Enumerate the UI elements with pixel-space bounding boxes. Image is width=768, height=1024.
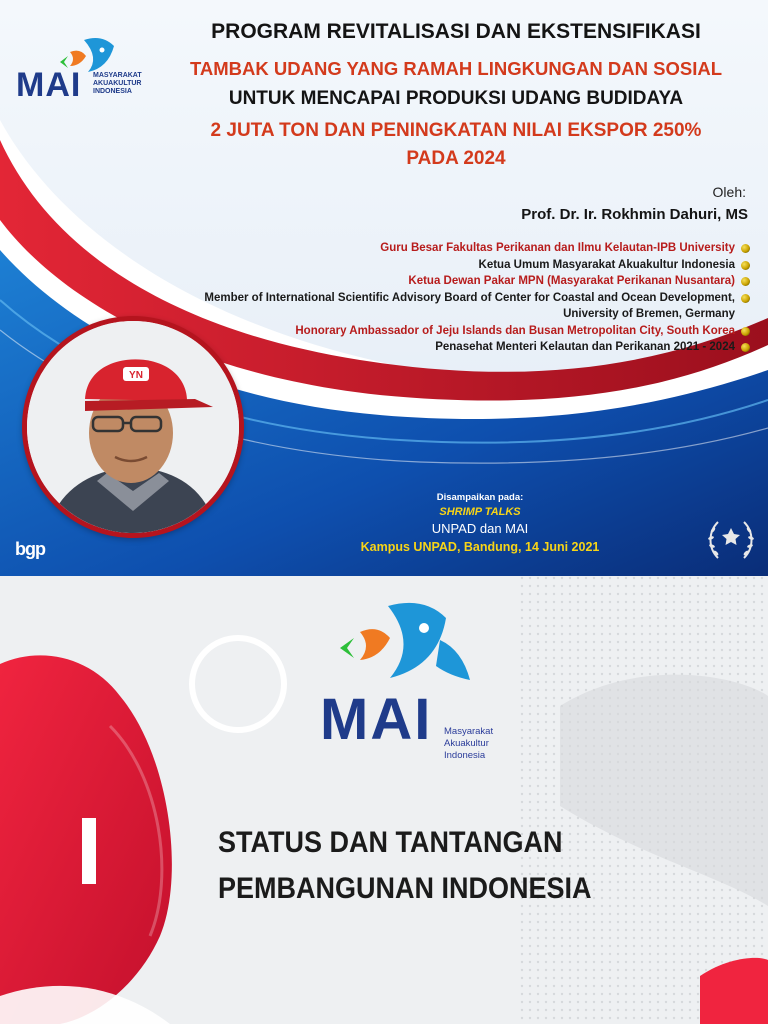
credential-item: Penasehat Menteri Kelautan dan Perikanan 2021 - 2024 [190,339,750,356]
bullet-icon [741,277,750,286]
laurel-wreath-icon [704,514,758,568]
mai-big-logo-icon [330,596,500,696]
bullet-icon [741,294,750,303]
credential-item: Ketua Umum Masyarakat Akuakultur Indonesia [190,257,750,274]
by-label: Oleh: [712,184,746,200]
credential-item: Honorary Ambassador of Jeju Islands dan Busan Metropolitan City, South Korea [190,323,750,340]
mai-big-subtitle: Masyarakat Akuakultur Indonesia [444,726,494,761]
bgp-logo: bgp [15,539,45,559]
title-line-3: UNTUK MENCAPAI PRODUKSI UDANG BUDIDAYA [228,88,684,109]
bullet-icon [741,327,750,336]
title-line-2: TAMBAK UDANG YANG RAMAH LINGKUNGAN DAN SOSIAL [189,58,723,79]
author-name: Prof. Dr. Ir. Rokhmin Dahuri, MS [521,206,748,223]
section-number-bar [82,818,96,884]
venue-date: Kampus UNPAD, Bandung, 14 Juni 2021 [360,540,600,554]
bullet-icon [741,261,750,270]
event-name: SHRIMP TALKS [439,506,521,518]
speaker-portrait-icon [27,321,239,533]
mai-logo-subtitle: MASYARAKAT AKUAKULTUR INDONESIA [93,72,142,95]
title-line-5: PADA 2024 [406,148,506,169]
title-line-1: PROGRAM REVITALISASI DAN EKSTENSIFIKASI [211,20,701,43]
credential-item: Guru Besar Fakultas Perikanan dan Ilmu Kelautan-IPB University [190,240,750,257]
organizers: UNPAD dan MAI [431,521,529,536]
mai-logo-wordmark: MAI [16,66,82,104]
section-title: STATUS DAN TANTANGAN PEMBANGUNAN INDONESIA [218,826,592,905]
title-line-4: 2 JUTA TON DAN PENINGKATAN NILAI EKSPOR 250% [210,120,702,141]
credential-item: Member of International Scientific Advisory Board of Center for Coastal and Ocean Development, University of Bremen, Germany [190,290,750,323]
bullet-icon [741,244,750,253]
mai-big-wordmark: MAI [320,687,433,752]
speaker-photo [22,316,244,538]
presented-label: Disampaikan pada: [436,492,524,503]
presentation-info [330,492,630,554]
svg-text:YN: YN [129,370,143,381]
credentials-list [190,240,750,356]
credential-item: Ketua Dewan Pakar MPN (Masyarakat Perikanan Nusantara) [190,273,750,290]
bullet-icon [741,343,750,352]
section-slide [0,576,768,1024]
